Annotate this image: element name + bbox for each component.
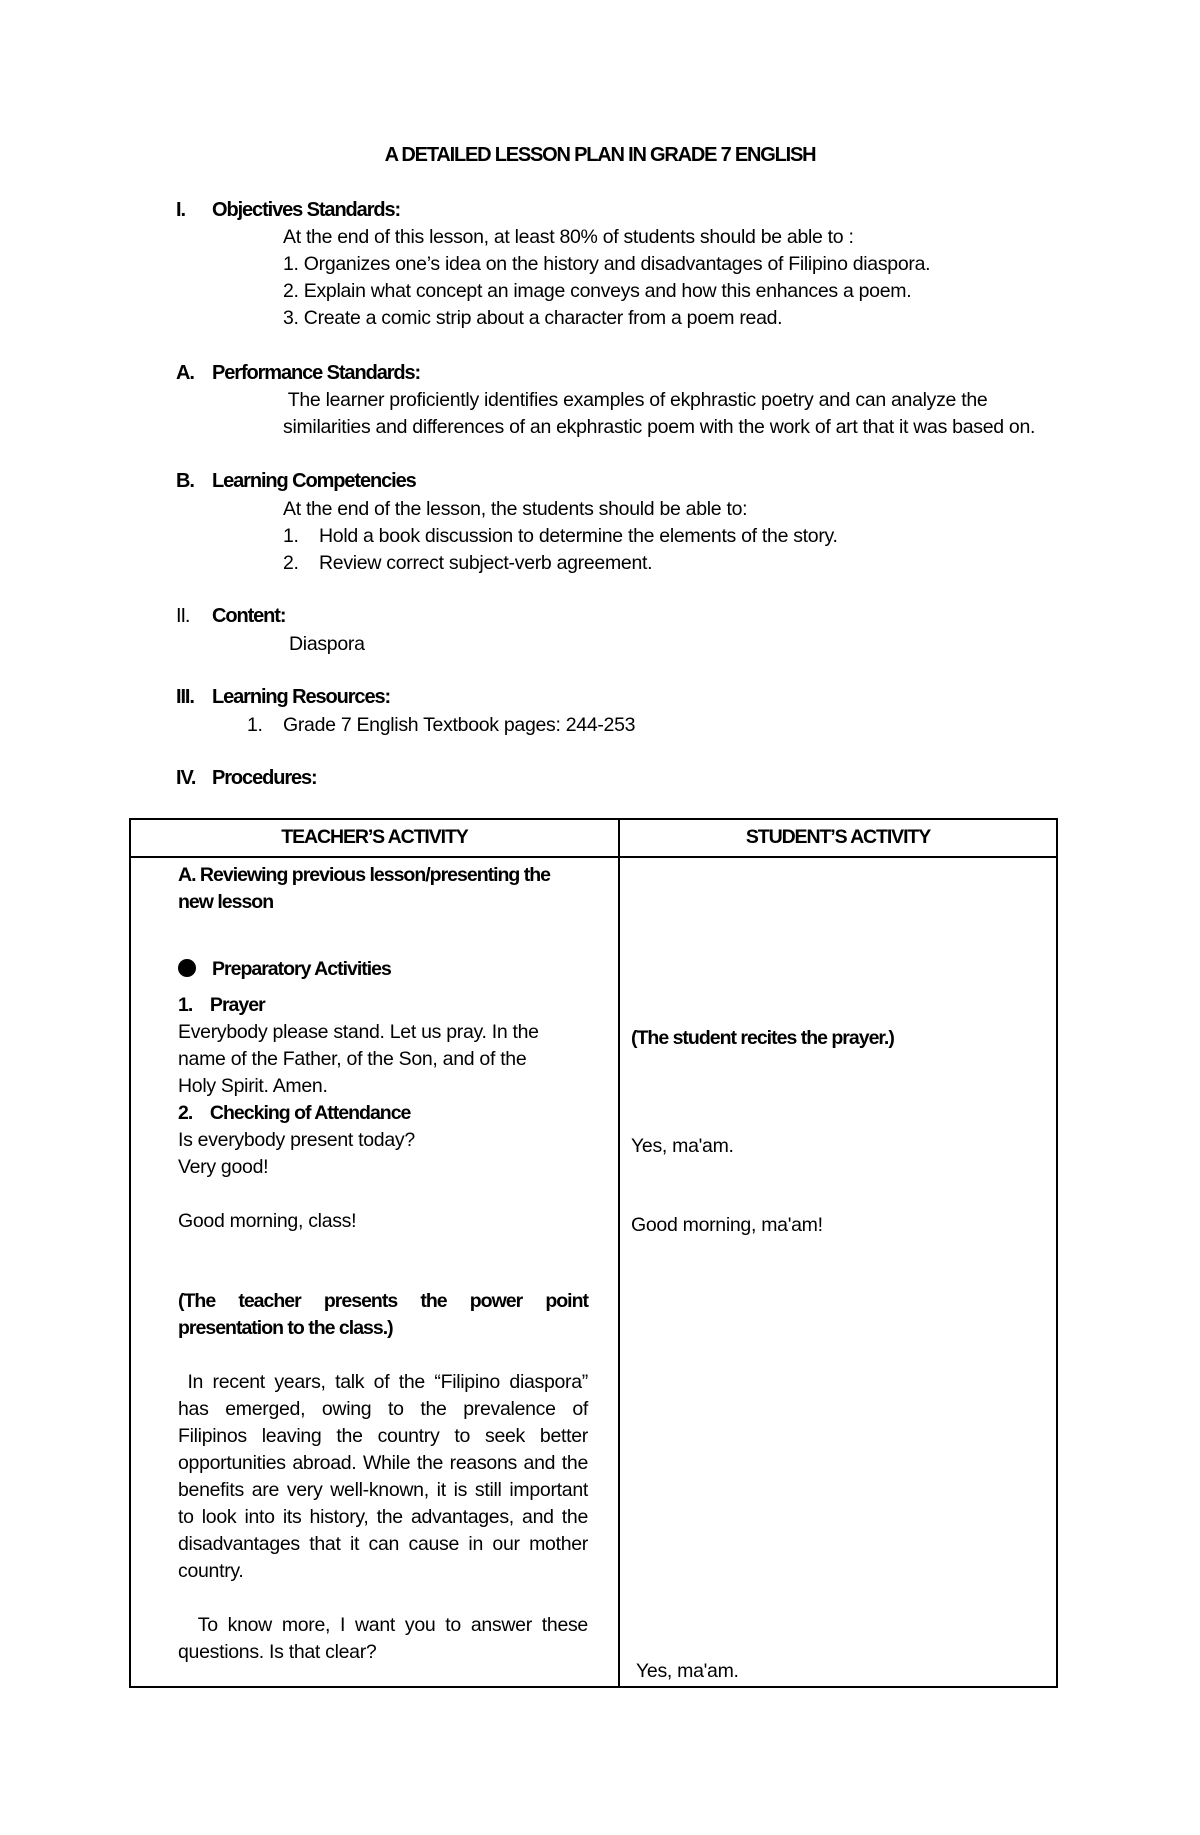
competencies-heading-text: Learning Competencies	[212, 470, 416, 492]
competency-item-1-num: 1.	[283, 525, 299, 547]
performance-line-1: The learner proficiently identifies examples of ekphrastic poetry and can analyze the	[283, 389, 988, 411]
bullet-icon	[178, 959, 196, 977]
competency-item-2-num: 2.	[283, 552, 299, 574]
teacher-greeting: Good morning, class!	[178, 1210, 357, 1232]
student-prayer-response: (The student recites the prayer.)	[631, 1027, 894, 1049]
performance-line-2: similarities and differences of an ekphrastic poem with the work of art that it was based on.	[283, 416, 1036, 438]
competency-item-1	[283, 523, 838, 550]
procedures-num: IV.	[176, 767, 196, 789]
column-divider	[618, 820, 620, 1686]
prayer-line-3: Holy Spirit. Amen.	[178, 1075, 328, 1097]
objective-item-1: 1. Organizes one’s idea on the history and disadvantages of Filipino diaspora.	[283, 253, 931, 275]
objective-item-3: 3. Create a comic strip about a character from a poem read.	[283, 307, 783, 329]
resources-heading	[176, 686, 390, 709]
content-heading-text: Content:	[212, 605, 286, 627]
resource-item-1-num: 1.	[247, 714, 263, 736]
section-a-heading: A. Reviewing previous lesson/presenting the	[178, 864, 551, 886]
prayer-heading: 1. Prayer	[178, 994, 265, 1016]
competency-item-2	[283, 550, 652, 577]
performance-heading	[176, 362, 420, 385]
objectives-heading-text: Objectives Standards:	[212, 199, 401, 221]
diaspora-paragraph: In recent years, talk of the “Filipino diaspora” has emerged, owing to the prevalence of Filipinos leaving the country to seek better opportunities abroad. While the reasons and the benefits are very well-known, it is still important to look into its history, the advantages, and the disadvantages that it can cause in our mother country.	[178, 1371, 594, 1582]
resources-num: III.	[176, 686, 194, 708]
procedures-heading	[176, 767, 317, 790]
performance-num: A.	[176, 362, 194, 384]
objectives-num: I.	[176, 199, 185, 221]
document-title: A DETAILED LESSON PLAN IN GRADE 7 ENGLISH	[384, 144, 816, 166]
student-attendance-response: Yes, ma'am.	[631, 1135, 734, 1157]
content-heading	[176, 605, 285, 628]
attendance-line-1: Is everybody present today?	[178, 1129, 415, 1151]
attendance-heading: 2. Checking of Attendance	[178, 1102, 411, 1124]
student-greeting-response: Good morning, ma'am!	[631, 1214, 823, 1236]
teacher-activity-header: TEACHER’S ACTIVITY	[281, 826, 468, 848]
objective-item-2: 2. Explain what concept an image conveys and how this enhances a poem.	[283, 280, 912, 302]
attendance-line-2: Very good!	[178, 1156, 269, 1178]
student-activity-header: STUDENT’S ACTIVITY	[745, 826, 931, 848]
competencies-heading	[176, 470, 416, 493]
competencies-intro: At the end of the lesson, the students should be able to:	[283, 498, 748, 520]
teacher-presents-note: (The teacher presents the power point presentation to the class.)	[178, 1290, 588, 1339]
procedures-heading-text: Procedures:	[212, 767, 317, 789]
performance-heading-text: Performance Standards:	[212, 362, 421, 384]
objectives-intro: At the end of this lesson, at least 80% of students should be able to :	[283, 226, 854, 248]
objectives-heading	[176, 199, 400, 222]
teacher-header-rule	[131, 856, 618, 858]
content-num: II.	[176, 605, 190, 627]
section-a-heading-cont: new lesson	[178, 891, 274, 913]
content-value: Diaspora	[289, 633, 365, 655]
student-clear-response: Yes, ma'am.	[636, 1660, 739, 1682]
competency-item-2-text: Review correct subject-verb agreement.	[319, 552, 653, 574]
preparatory-activities	[178, 956, 391, 983]
prayer-line-2: name of the Father, of the Son, and of the	[178, 1048, 527, 1070]
competency-item-1-text: Hold a book discussion to determine the elements of the story.	[319, 525, 838, 547]
resource-item-1-text: Grade 7 English Textbook pages: 244-253	[283, 714, 636, 736]
questions-paragraph: To know more, I want you to answer these questions. Is that clear?	[178, 1614, 594, 1663]
prayer-line-1: Everybody please stand. Let us pray. In the	[178, 1021, 539, 1043]
student-header-rule	[620, 856, 1056, 858]
resources-heading-text: Learning Resources:	[212, 686, 391, 708]
resource-item-1	[247, 712, 635, 739]
competencies-num: B.	[176, 470, 194, 492]
preparatory-activities-label: Preparatory Activities	[212, 958, 391, 980]
procedures-table	[129, 818, 1058, 1688]
